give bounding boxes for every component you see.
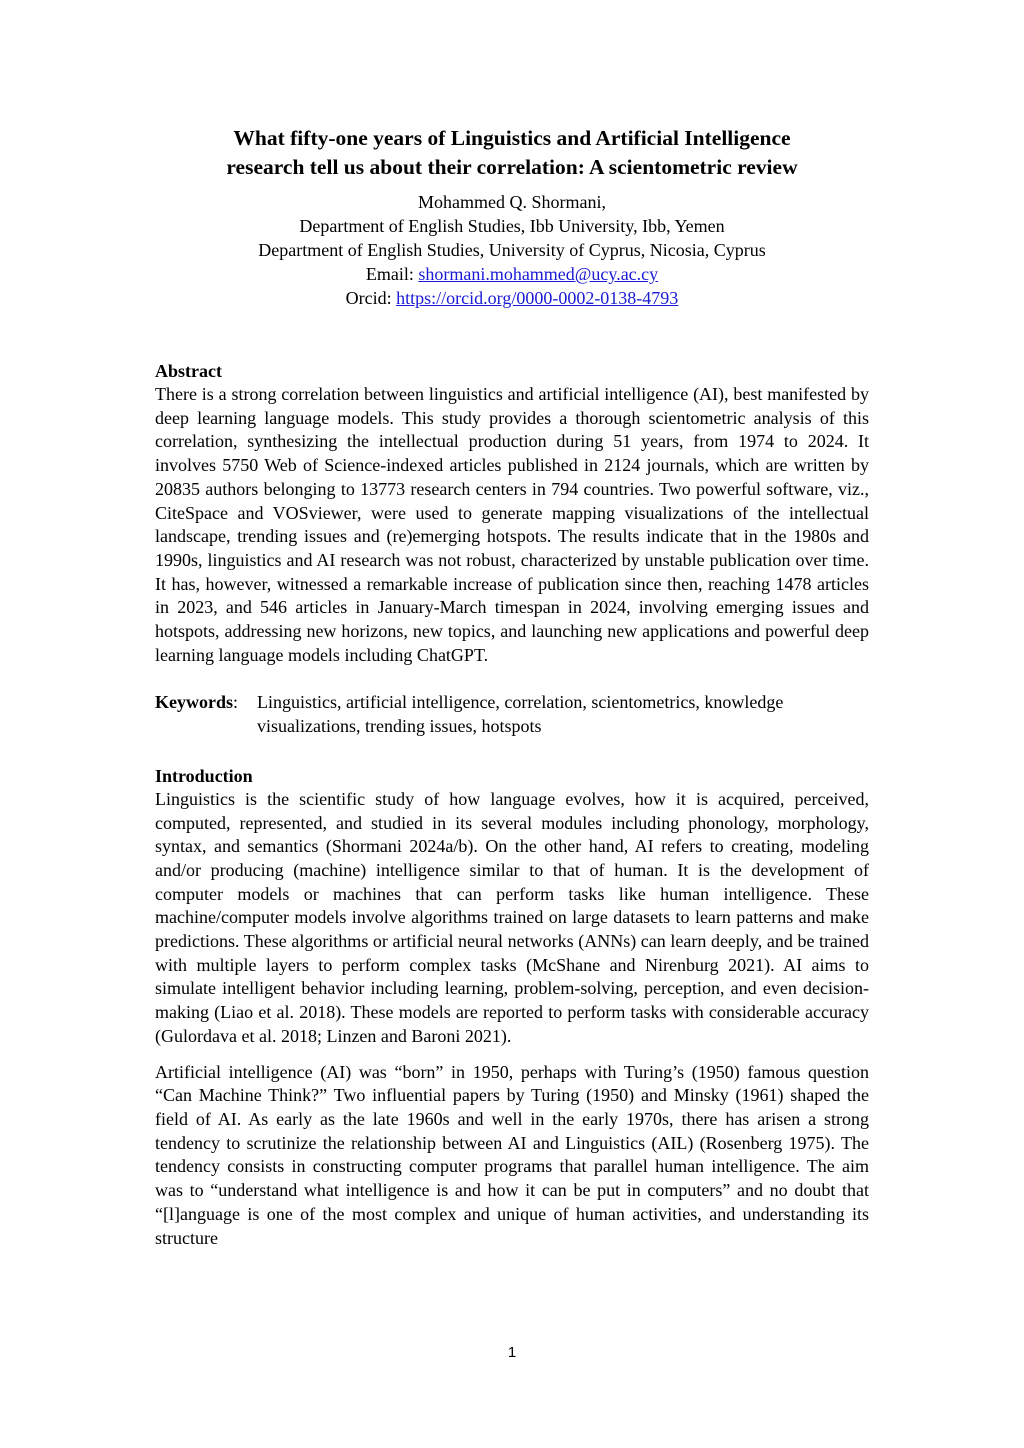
email-link[interactable]: shormani.mohammed@ucy.ac.cy [418,264,659,284]
author-block [155,190,869,310]
abstract-heading: Abstract [155,361,222,381]
abstract-text: There is a strong correlation between linguistics and artificial intelligence (AI), best manifested by deep learning language models. This study provides a thorough scientometric analysis of this correlation, synthesizing the intellectual production during 51 years, from 1974 to 2024. It involves 5750 Web of Science-indexed articles published in 2124 journals, which are written by 20835 authors belonging to 13773 research centers in 794 countries. Two powerful software, viz., CiteSpace and VOSviewer, were used to generate mapping visualizations of the intellectual landscape, trending issues and (re)emerging hotspots. The results indicate that in the 1980s and 1990s, linguistics and AI research was not robust, characterized by unstable publication over time. It has, however, witnessed a remarkable increase of publication since then, reaching 1478 articles in 2023, and 546 articles in January-March timespan in 2024, involving emerging issues and hotspots, addressing new horizons, new topics, and launching new applications and powerful deep learning language models including ChatGPT. [155,384,869,665]
author-affiliation-2: Department of English Studies, University of Cyprus, Nicosia, Cyprus [258,240,766,260]
keywords-separator: : [233,692,239,713]
keywords-block [155,691,869,738]
keywords-label-wrap [155,691,257,738]
introduction-paragraph-1: Linguistics is the scientific study of how language evolves, how it is acquired, perceived, computed, represented, and studied in its several modules including phonology, morphology, syntax, and semantics (Shormani 2024a/b). On the other hand, AI refers to creating, modeling and/or producing (machine) intelligence similar to that of human. It is the development of computer models or machines that can perform tasks like human intelligence. These machine/computer models involve algorithms trained on large datasets to learn patterns and make predictions. These algorithms or artificial neural networks (ANNs) can learn deeply, and be trained with multiple layers to perform complex tasks (McShane and Nirenburg 2021). AI aims to simulate intelligent behavior including learning, problem-solving, perception, and even decision-making (Liao et al. 2018). These models are reported to perform tasks with considerable accuracy (Gulordava et al. 2018; Linzen and Baroni 2021). [155,788,869,1046]
title-line-1: What fifty-one years of Linguistics and Artificial Intelligence [233,126,791,150]
page-number: 1 [507,1344,517,1361]
orcid-label: Orcid: [345,288,392,308]
email-label: Email: [365,264,414,284]
introduction-paragraph-2: Artificial intelligence (AI) was “born” in 1950, perhaps with Turing’s (1950) famous question “Can Machine Think?” Two influential papers by Turing (1950) and Minsky (1961) shaped the field of AI. As early as the late 1960s and well in the early 1970s, there has arisen a strong tendency to scrutinize the relationship between AI and Linguistics (AIL) (Rosenberg 1975). The tendency consists in constructing computer programs that parallel human intelligence. The aim was to “understand what intelligence is and how it can be put in computers” and no doubt that “[l]anguage is one of the most complex and unique of human activities, and understanding its structure [155,1061,869,1248]
author-affiliation-1: Department of English Studies, Ibb University, Ibb, Yemen [299,216,725,236]
keywords-label: Keywords [155,692,233,713]
author-email-line [155,262,869,286]
keywords-text: Linguistics, artificial intelligence, correlation, scientometrics, knowledge visualizations, trending issues, hotspots [257,692,784,737]
page-content [155,124,869,1250]
paper-title [155,124,869,182]
title-line-2: research tell us about their correlation: A scientometric review [226,155,798,179]
author-orcid-line [155,286,869,310]
author-name: Mohammed Q. Shormani, [418,192,606,212]
introduction-heading: Introduction [155,765,253,786]
orcid-link[interactable]: https://orcid.org/0000-0002-0138-4793 [396,288,679,308]
